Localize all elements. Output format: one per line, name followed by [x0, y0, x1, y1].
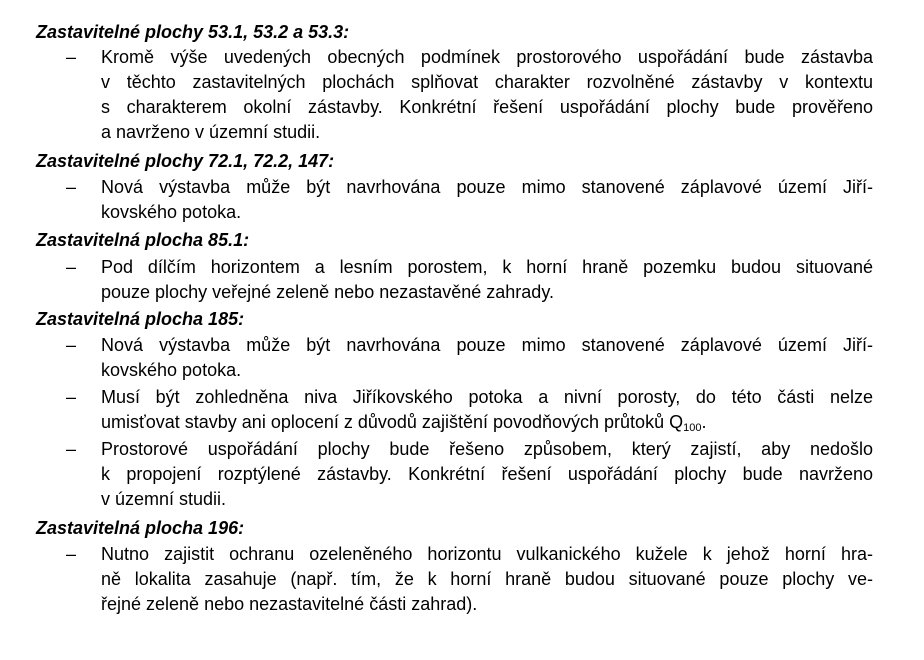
paragraph-line [101, 410, 873, 435]
paragraph-line: pouze plochy veřejné zeleně nebo nezastavěné zahrady. [101, 282, 554, 302]
text-run: umisťovat stavby ani oplocení z důvodů zajištění povodňových průtoků Q [101, 412, 684, 432]
list-bullet: – [66, 439, 77, 459]
paragraph-line: Musí být zohledněna niva Jiříkovského potoka a nivní porosty, do této části nelze [101, 387, 873, 407]
section-heading: Zastavitelné plochy 53.1, 53.2 a 53.3: [36, 22, 350, 42]
section-heading: Zastavitelná plocha 185: [36, 309, 245, 329]
paragraph-line: kovského potoka. [101, 202, 242, 222]
subscript-100: 100 [683, 422, 702, 434]
paragraph-line: ně lokalita zasahuje (např. tím, že k horní hraně budou situované pouze plochy ve- [101, 569, 873, 589]
paragraph-line: Kromě výše uvedených obecných podmínek prostorového uspořádání bude zástavba [101, 47, 873, 67]
paragraph-line: Prostorové uspořádání plochy bude řešeno způsobem, který zajistí, aby nedošlo [101, 439, 873, 459]
list-bullet: – [66, 544, 77, 564]
paragraph-line: Nová výstavba může být navrhována pouze mimo stanovené záplavové území Jiří- [101, 177, 873, 197]
list-bullet: – [66, 335, 77, 355]
list-bullet: – [66, 47, 77, 67]
paragraph-line: řejné zeleně nebo nezastavitelné části zahrad). [101, 594, 478, 614]
section-heading: Zastavitelné plochy 72.1, 72.2, 147: [36, 151, 335, 171]
paragraph-line: Nutno zajistit ochranu ozeleněného horizontu vulkanického kužele k jehož horní hra- [101, 544, 873, 564]
paragraph-line: s charakterem okolní zástavby. Konkrétní řešení uspořádání plochy bude prověřeno [101, 97, 873, 117]
paragraph-line: v územní studii. [101, 489, 227, 509]
list-bullet: – [66, 387, 77, 407]
paragraph-line: k propojení rozptýlené zástavby. Konkrétní řešení uspořádání plochy bude navrženo [101, 464, 873, 484]
paragraph-line: Nová výstavba může být navrhována pouze mimo stanovené záplavové území Jiří- [101, 335, 873, 355]
paragraph-line: Pod dílčím horizontem a lesním porostem, k horní hraně pozemku budou situované [101, 257, 873, 277]
list-bullet: – [66, 257, 77, 277]
list-bullet: – [66, 177, 77, 197]
paragraph-line: a navrženo v územní studii. [101, 122, 321, 142]
section-heading: Zastavitelná plocha 85.1: [36, 230, 250, 250]
section-heading: Zastavitelná plocha 196: [36, 518, 245, 538]
text-run: . [701, 412, 707, 432]
paragraph-line: v těchto zastavitelných plochách splňovat charakter rozvolněné zástavby v kontextu [101, 72, 873, 92]
paragraph-line: kovského potoka. [101, 360, 242, 380]
